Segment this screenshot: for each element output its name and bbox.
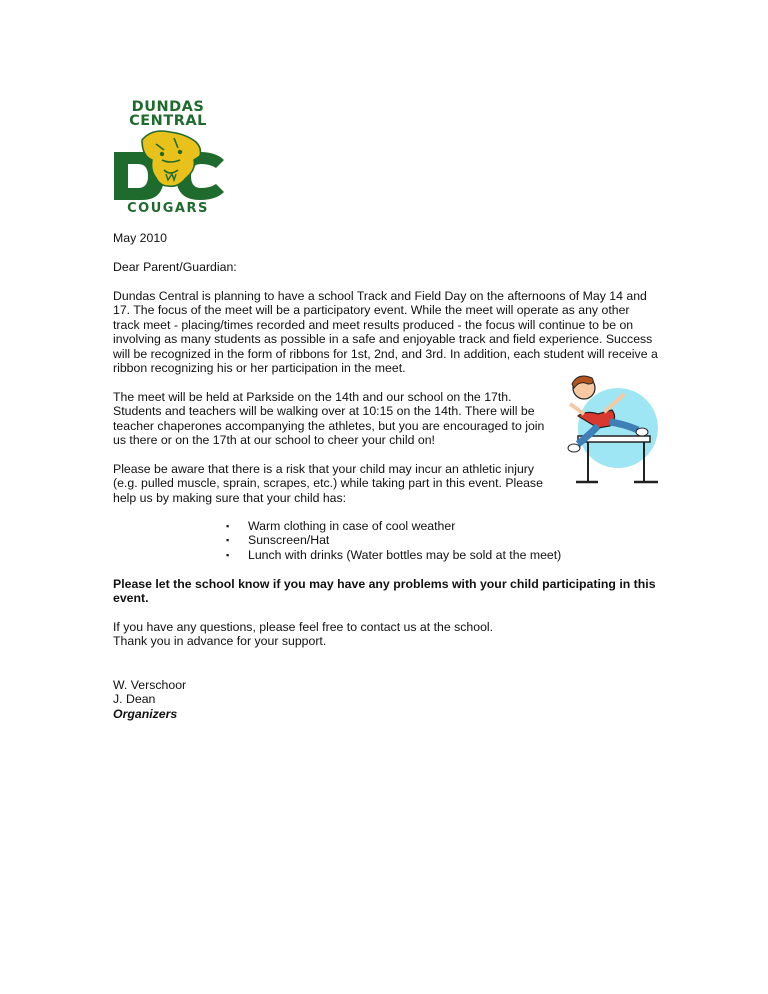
closing-line-1: If you have any questions, please feel free to contact us at the school.	[113, 620, 494, 634]
logo-line-3: COUGARS	[127, 201, 209, 216]
supplies-list	[226, 519, 561, 562]
letter-paragraph-2: The meet will be held at Parkside on the 14th and our school on the 17th. Students and teachers will be walking over at 10:15 on the 14th. There will be teacher chaperones accompanying the athletes, but you are encouraged to join us there or on the 17th at our school to cheer your child on!	[113, 390, 545, 448]
logo-title	[112, 100, 224, 128]
letter-warning: Please let the school know if you may have any problems with your child participating in this event.	[113, 577, 656, 606]
letter-paragraph-3: Please be aware that there is a risk that your child may incur an athletic injury (e.g. pulled muscle, sprain, scrapes, etc.) while taking part in this event. Please help us by making sure that your child has:	[113, 462, 543, 505]
signer-2: J. Dean	[113, 692, 156, 706]
logo-line-1: DUNDAS	[131, 99, 205, 115]
letter-closing	[113, 620, 658, 649]
logo-line-2: CENTRAL	[129, 113, 207, 129]
list-item-text: Lunch with drinks (Water bottles may be sold at the meet)	[248, 547, 562, 562]
list-item	[226, 533, 561, 547]
list-item-text: Warm clothing in case of cool weather	[248, 519, 456, 533]
list-item	[226, 548, 561, 562]
hurdler-icon	[558, 372, 663, 490]
letter-paragraph-1: Dundas Central is planning to have a school Track and Field Day on the afternoons of May 14 and 17. The focus of the meet will be a participatory event. While the meet will operate as any other track meet - placing/times recorded and meet results produced - the focus will continue to be on involving as many students as possible in a safe and enjoyable track and field experience. Success will be recognized in the form of ribbons for 1st, 2nd, and 3rd. In addition, each student will receive a ribbon recognizing his or her participation in the meet.	[113, 289, 658, 376]
signer-title: Organizers	[113, 707, 178, 721]
letter-date: May 2010	[113, 231, 168, 245]
bullet-icon: ▪	[226, 535, 230, 546]
list-item-text: Sunscreen/Hat	[248, 533, 330, 548]
list-item	[226, 519, 561, 533]
bullet-icon: ▪	[226, 549, 230, 560]
school-logo	[112, 100, 227, 220]
bullet-icon: ▪	[226, 521, 230, 531]
letter-greeting: Dear Parent/Guardian:	[113, 260, 237, 274]
closing-line-2: Thank you in advance for your support.	[113, 634, 327, 649]
cougar-icon	[112, 130, 227, 202]
signer-1: W. Verschoor	[113, 678, 187, 692]
